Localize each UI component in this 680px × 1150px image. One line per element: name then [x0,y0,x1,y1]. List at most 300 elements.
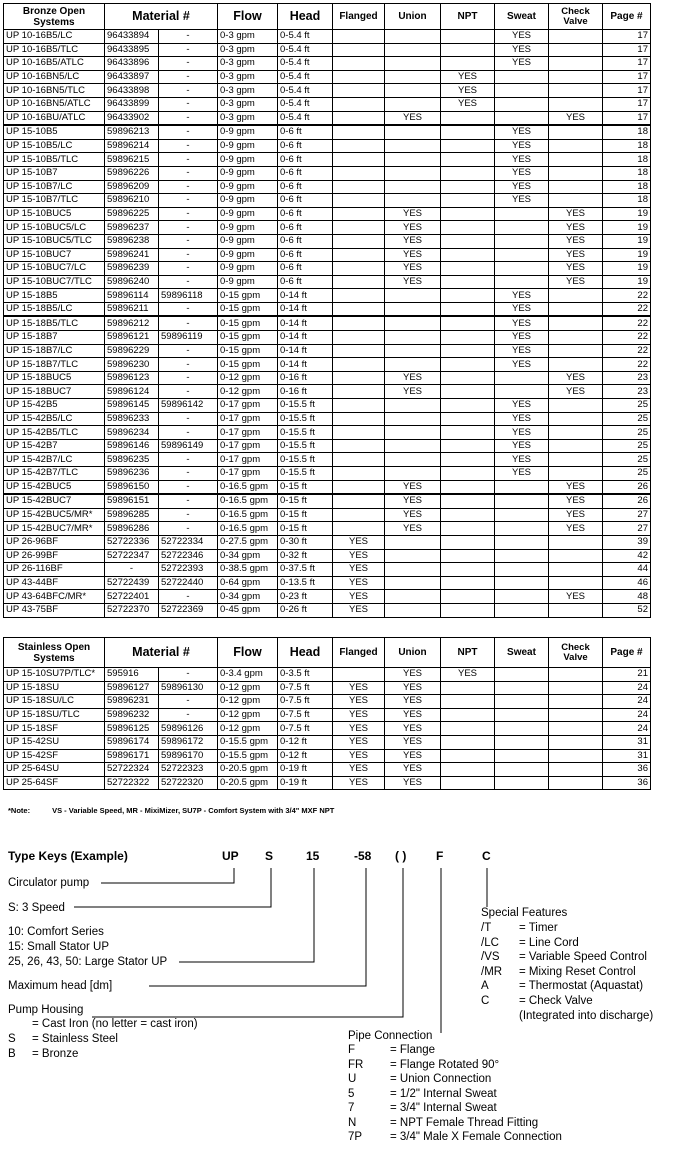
model-cell: UP 15-18BUC5 [4,371,105,385]
page-cell: 25 [603,412,651,426]
npt-header: NPT [441,638,495,668]
flanged-cell: YES [333,708,385,722]
page-cell: 21 [603,668,651,682]
model-cell: UP 15-18SU [4,681,105,695]
code-head: -58 [354,849,372,863]
head-cell: 0-15 ft [278,494,333,508]
union-cell: YES [385,221,441,235]
head-header: Head [278,4,333,30]
material-1-cell: 52722347 [105,549,159,563]
material-1-cell: 59896211 [105,302,159,316]
flow-cell: 0-9 gpm [218,221,278,235]
material-1-cell: 59896237 [105,221,159,235]
sweat-header: Sweat [495,638,549,668]
page-cell: 17 [603,70,651,84]
material-2-cell: - [159,316,218,330]
model-cell: UP 10-16BN5/ATLC [4,97,105,111]
flow-cell: 0-12 gpm [218,722,278,736]
material-2-cell: - [159,111,218,125]
special-item-description: = Timer [519,922,558,934]
material-2-cell: - [159,708,218,722]
flanged-cell: YES [333,749,385,763]
material-1-cell: 59896214 [105,139,159,153]
flow-cell: 0-17 gpm [218,467,278,481]
type-keys-title: Type Keys (Example) [8,849,128,863]
material-1-cell: 59896239 [105,262,159,276]
page-cell: 42 [603,549,651,563]
flow-cell: 0-3 gpm [218,97,278,111]
flow-cell: 0-20.5 gpm [218,763,278,777]
model-cell: UP 10-16BN5/LC [4,70,105,84]
check-valve-cell: YES [549,234,603,248]
pipe-item-code: F [348,1044,356,1056]
union-cell: YES [385,708,441,722]
check-valve-cell: YES [549,275,603,289]
head-cell: 0-6 ft [278,221,333,235]
material-1-cell: 59896124 [105,385,159,399]
model-cell: UP 15-18SU/LC [4,695,105,709]
flow-cell: 0-3.4 gpm [218,668,278,682]
flow-cell: 0-20.5 gpm [218,776,278,790]
page-cell: 25 [603,399,651,413]
material-2-cell: 59896142 [159,399,218,413]
material-1-cell: 59896236 [105,467,159,481]
pipe-item-code: U [348,1073,357,1085]
page-cell: 18 [603,125,651,139]
code-features: C [482,849,491,863]
special-item-description: = Check Valve [519,995,593,1007]
special-item-description: (Integrated into discharge) [519,1009,654,1022]
note-text: VS - Variable Speed, MR - MixiMizer, SU7P - Comfort System with 3/4" MXF NPT [52,806,335,815]
flow-cell: 0-12 gpm [218,681,278,695]
flanged-header: Flanged [333,4,385,30]
page-cell: 22 [603,344,651,358]
material-2-cell: - [159,480,218,494]
model-cell: UP 15-42BUC5 [4,480,105,494]
sweat-cell: YES [495,180,549,194]
model-cell: UP 43-64BFC/MR* [4,590,105,604]
union-cell: YES [385,508,441,522]
head-cell: 0-15 ft [278,480,333,494]
special-item-description: = Line Cord [519,936,579,949]
page-cell: 18 [603,180,651,194]
material-1-cell: 59896230 [105,358,159,372]
material-2-cell: 52722393 [159,563,218,577]
material-2-cell: - [159,522,218,536]
model-cell: UP 15-42BUC5/MR* [4,508,105,522]
material-1-cell: 52722324 [105,763,159,777]
material-1-cell: 59896125 [105,722,159,736]
head-cell: 0-14 ft [278,289,333,303]
head-cell: 0-6 ft [278,125,333,139]
flow-cell: 0-3 gpm [218,84,278,98]
flow-cell: 0-16.5 gpm [218,522,278,536]
flow-cell: 0-17 gpm [218,453,278,467]
page-cell: 52 [603,603,651,617]
head-cell: 0-15.5 ft [278,453,333,467]
flow-cell: 0-15 gpm [218,344,278,358]
head-cell: 0-19 ft [278,763,333,777]
housing-item-description: = Bronze [32,1048,79,1060]
check-valve-header: Check Valve [549,4,603,30]
page-cell: 31 [603,749,651,763]
sweat-cell: YES [495,57,549,71]
pipe-item-code: 7P [348,1131,363,1143]
model-cell: UP 10-16B5/LC [4,30,105,44]
material-2-cell: - [159,453,218,467]
material-1-cell: 59896212 [105,316,159,330]
head-cell: 0-5.4 ft [278,70,333,84]
model-cell: UP 15-42BUC7/MR* [4,522,105,536]
material-2-cell: 59896126 [159,722,218,736]
flow-cell: 0-12 gpm [218,708,278,722]
material-1-cell: 59896121 [105,331,159,345]
union-cell: YES [385,207,441,221]
head-cell: 0-7.5 ft [278,722,333,736]
flow-cell: 0-15.5 gpm [218,749,278,763]
head-cell: 0-6 ft [278,207,333,221]
material-2-cell: - [159,262,218,276]
model-cell: UP 15-42SF [4,749,105,763]
material-1-cell: 59896231 [105,695,159,709]
material-2-cell: 59896118 [159,289,218,303]
head-cell: 0-6 ft [278,262,333,276]
flow-cell: 0-64 gpm [218,576,278,590]
flanged-cell: YES [333,590,385,604]
flow-cell: 0-38.5 gpm [218,563,278,577]
sweat-cell: YES [495,344,549,358]
material-1-cell: 59896145 [105,399,159,413]
special-title: Special Features [481,907,568,919]
special-item-description: = Mixing Reset Control [519,965,636,978]
head-cell: 0-16 ft [278,371,333,385]
material-2-cell: - [159,43,218,57]
flanged-cell: YES [333,763,385,777]
model-cell: UP 15-18B5/LC [4,302,105,316]
pipe-title: Pipe Connection [348,1030,433,1042]
check-valve-cell: YES [549,590,603,604]
model-cell: UP 15-10BUC7/TLC [4,275,105,289]
material-2-cell: - [159,30,218,44]
page-header: Page # [603,4,651,30]
pipe-item-description: = Flange Rotated 90° [390,1058,500,1071]
head-cell: 0-15 ft [278,522,333,536]
sweat-cell: YES [495,467,549,481]
page-cell: 36 [603,776,651,790]
material-1-cell: 59896114 [105,289,159,303]
model-cell: UP 15-18B5 [4,289,105,303]
material-2-cell: 52722334 [159,535,218,549]
material-2-cell: 59896170 [159,749,218,763]
head-cell: 0-6 ft [278,139,333,153]
head-cell: 0-6 ft [278,248,333,262]
check-valve-cell: YES [549,248,603,262]
head-cell: 0-23 ft [278,590,333,604]
page-cell: 48 [603,590,651,604]
model-cell: UP 15-42B5/LC [4,412,105,426]
check-valve-cell: YES [549,480,603,494]
pipe-item-code: FR [348,1058,364,1071]
union-cell: YES [385,371,441,385]
housing-title: Pump Housing [8,1004,84,1016]
flow-cell: 0-3 gpm [218,43,278,57]
flow-cell: 0-16.5 gpm [218,480,278,494]
check-valve-cell: YES [549,262,603,276]
material-2-cell: 52722440 [159,576,218,590]
union-cell: YES [385,248,441,262]
material-2-cell: 59896130 [159,681,218,695]
union-cell: YES [385,111,441,125]
flow-cell: 0-15 gpm [218,331,278,345]
flow-cell: 0-9 gpm [218,166,278,180]
union-cell: YES [385,385,441,399]
page-cell: 19 [603,275,651,289]
material-1-cell: 59896285 [105,508,159,522]
sweat-cell: YES [495,153,549,167]
pipe-item-description: = NPT Female Thread Fitting [390,1116,539,1129]
flow-cell: 0-3 gpm [218,70,278,84]
model-cell: UP 25-64SU [4,763,105,777]
special-item-description: = Thermostat (Aquastat) [519,980,644,993]
flow-cell: 0-34 gpm [218,590,278,604]
flanged-cell: YES [333,722,385,736]
model-cell: UP 15-18B7/LC [4,344,105,358]
flow-cell: 0-15.5 gpm [218,735,278,749]
material-2-cell: - [159,166,218,180]
material-2-cell: - [159,194,218,208]
model-cell: UP 26-99BF [4,549,105,563]
model-cell: UP 26-116BF [4,563,105,577]
model-cell: UP 10-16BU/ATLC [4,111,105,125]
page-cell: 18 [603,153,651,167]
pipe-item-code: N [348,1116,357,1129]
head-cell: 0-5.4 ft [278,43,333,57]
material-2-cell: - [159,139,218,153]
material-2-cell: 59896149 [159,439,218,453]
material-2-cell: - [159,153,218,167]
head-cell: 0-14 ft [278,302,333,316]
page-cell: 36 [603,763,651,777]
flow-cell: 0-17 gpm [218,426,278,440]
head-cell: 0-6 ft [278,153,333,167]
flanged-cell: YES [333,681,385,695]
head-cell: 0-13.5 ft [278,576,333,590]
head-cell: 0-6 ft [278,166,333,180]
head-cell: 0-15.5 ft [278,399,333,413]
sweat-cell: YES [495,426,549,440]
material-1-cell: 59896174 [105,735,159,749]
material-header: Material # [105,4,218,30]
model-cell: UP 15-42B7/LC [4,453,105,467]
page-cell: 23 [603,385,651,399]
material-1-cell: 52722439 [105,576,159,590]
page-cell: 22 [603,331,651,345]
material-2-cell: 59896172 [159,735,218,749]
flow-cell: 0-9 gpm [218,139,278,153]
material-1-cell: 59896146 [105,439,159,453]
npt-cell: YES [441,84,495,98]
check-valve-cell: YES [549,221,603,235]
model-cell: UP 15-18SU/TLC [4,708,105,722]
material-2-cell: - [159,248,218,262]
union-cell: YES [385,234,441,248]
material-2-cell: - [159,668,218,682]
page-cell: 46 [603,576,651,590]
page-cell: 17 [603,111,651,125]
material-2-cell: - [159,207,218,221]
material-2-cell: - [159,371,218,385]
page-cell: 17 [603,57,651,71]
material-1-cell: 59896150 [105,480,159,494]
union-cell: YES [385,494,441,508]
page-cell: 25 [603,467,651,481]
sweat-cell: YES [495,439,549,453]
page-cell: 25 [603,453,651,467]
page-cell: 19 [603,221,651,235]
head-cell: 0-26 ft [278,603,333,617]
material-2-cell: 52722346 [159,549,218,563]
code-series: 15 [306,849,320,863]
model-cell: UP 10-16B5/ATLC [4,57,105,71]
model-cell: UP 15-10B7 [4,166,105,180]
sweat-cell: YES [495,399,549,413]
flow-cell: 0-9 gpm [218,248,278,262]
check-valve-cell: YES [549,385,603,399]
code-pump: UP [222,849,239,863]
page-cell: 24 [603,722,651,736]
material-2-cell: - [159,412,218,426]
union-header: Union [385,4,441,30]
model-cell: UP 15-42B5/TLC [4,426,105,440]
code-connection: F [436,849,444,863]
material-1-cell: 52722401 [105,590,159,604]
page-cell: 19 [603,262,651,276]
model-cell: UP 15-18B7/TLC [4,358,105,372]
series-line-1: 10: Comfort Series [8,926,104,938]
flanged-cell: YES [333,603,385,617]
model-cell: UP 15-42B7 [4,439,105,453]
material-1-cell: 595916 [105,668,159,682]
material-2-cell: - [159,385,218,399]
flow-cell: 0-45 gpm [218,603,278,617]
flanged-cell: YES [333,576,385,590]
flow-cell: 0-15 gpm [218,316,278,330]
flanged-header: Flanged [333,638,385,668]
material-1-cell: 59896233 [105,412,159,426]
flow-cell: 0-3 gpm [218,111,278,125]
page-cell: 24 [603,708,651,722]
model-cell: UP 10-16BN5/TLC [4,84,105,98]
material-2-cell: - [159,590,218,604]
flow-cell: 0-15 gpm [218,358,278,372]
pipe-item-description: = 3/4" Internal Sweat [390,1102,497,1114]
material-2-cell: - [159,467,218,481]
head-cell: 0-6 ft [278,275,333,289]
bronze-title-header: Bronze Open Systems [4,4,105,30]
head-cell: 0-37.5 ft [278,563,333,577]
page-cell: 31 [603,735,651,749]
sweat-cell: YES [495,302,549,316]
material-2-cell: - [159,358,218,372]
npt-cell: YES [441,70,495,84]
model-cell: UP 15-10B5 [4,125,105,139]
material-1-cell: 96433894 [105,30,159,44]
material-1-cell: 59896127 [105,681,159,695]
head-cell: 0-14 ft [278,358,333,372]
page-cell: 25 [603,426,651,440]
sweat-cell: YES [495,316,549,330]
model-cell: UP 15-10BUC5 [4,207,105,221]
pipe-item-description: = 1/2" Internal Sweat [390,1087,497,1100]
model-cell: UP 15-10B5/LC [4,139,105,153]
head-cell: 0-5.4 ft [278,97,333,111]
head-cell: 0-32 ft [278,549,333,563]
page-cell: 19 [603,248,651,262]
material-1-cell: 52722336 [105,535,159,549]
special-item-code: /LC [481,936,499,949]
head-cell: 0-5.4 ft [278,57,333,71]
page-cell: 17 [603,43,651,57]
material-1-cell: 59896210 [105,194,159,208]
flow-cell: 0-34 gpm [218,549,278,563]
flow-cell: 0-12 gpm [218,371,278,385]
model-cell: UP 26-96BF [4,535,105,549]
page-cell: 39 [603,535,651,549]
flow-cell: 0-3 gpm [218,30,278,44]
head-cell: 0-14 ft [278,316,333,330]
page-cell: 27 [603,522,651,536]
flow-cell: 0-9 gpm [218,262,278,276]
special-item-code: /T [481,922,492,934]
head-cell: 0-15.5 ft [278,426,333,440]
union-cell: YES [385,695,441,709]
model-cell: UP 15-18SF [4,722,105,736]
flanged-cell: YES [333,695,385,709]
head-cell: 0-5.4 ft [278,84,333,98]
head-cell: 0-3.5 ft [278,668,333,682]
flow-cell: 0-12 gpm [218,695,278,709]
code-housing: ( ) [395,849,407,863]
material-1-cell: 59896225 [105,207,159,221]
check-valve-cell: YES [549,508,603,522]
material-1-cell: 96433895 [105,43,159,57]
head-cell: 0-6 ft [278,180,333,194]
page-cell: 18 [603,194,651,208]
npt-cell: YES [441,97,495,111]
flow-cell: 0-9 gpm [218,153,278,167]
head-cell: 0-14 ft [278,331,333,345]
material-1-cell: 96433898 [105,84,159,98]
flow-cell: 0-16.5 gpm [218,508,278,522]
flow-cell: 0-17 gpm [218,439,278,453]
model-cell: UP 15-18B5/TLC [4,316,105,330]
page-cell: 25 [603,439,651,453]
union-header: Union [385,638,441,668]
material-1-cell: 52722370 [105,603,159,617]
material-1-cell: 59896226 [105,166,159,180]
union-cell: YES [385,763,441,777]
special-item-code: /MR [481,965,503,978]
flanged-cell: YES [333,549,385,563]
sweat-cell: YES [495,289,549,303]
flow-cell: 0-3 gpm [218,57,278,71]
union-cell: YES [385,681,441,695]
material-1-cell: 59896240 [105,275,159,289]
union-cell: YES [385,668,441,682]
flow-cell: 0-9 gpm [218,234,278,248]
model-cell: UP 15-42B7/TLC [4,467,105,481]
sweat-cell: YES [495,194,549,208]
